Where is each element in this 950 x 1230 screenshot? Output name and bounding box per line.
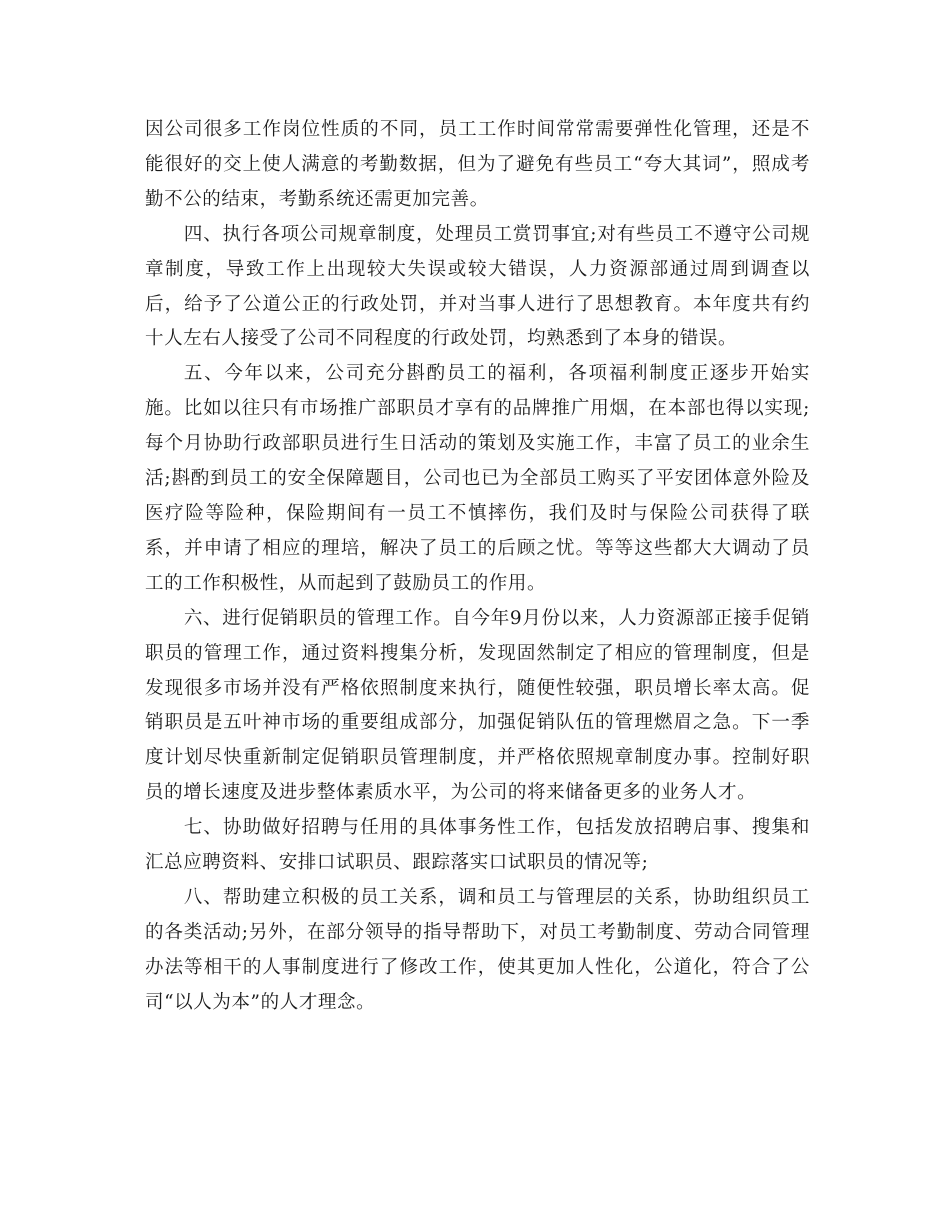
paragraph-item-7: 七、协助做好招聘与任用的具体事务性工作，包括发放招聘启事、搜集和汇总应聘资料、安排口试职员、跟踪落实口试职员的情况等; (145, 817, 810, 874)
paragraph-continuation: 因公司很多工作岗位性质的不同，员工工作时间常常需要弹性化管理，还是不能很好的交上使人满意的考勤数据，但为了避免有些员工“夸大其词”，照成考勤不公的结束，考勤系统还需更加完善。 (145, 119, 810, 210)
paragraph-item-4: 四、执行各项公司规章制度，处理员工赏罚事宜;对有些员工不遵守公司规章制度，导致工作上出现较大失误或较大错误，人力资源部通过周到调查以后，给予了公道公正的行政处罚，并对当事人进行了思想教育。本年度共有约十人左右人接受了公司不同程度的行政处罚，均熟悉到了本身的错误。 (145, 223, 810, 350)
paragraph-item-6: 六、进行促销职员的管理工作。自今年9月份以来，人力资源部正接手促销职员的管理工作，通过资料搜集分析，发现固然制定了相应的管理制度，但是发现很多市场并没有严格依照制度来执行，随便性较强，职员增长率太高。促销职员是五叶神市场的重要组成部分，加强促销队伍的管理燃眉之急。下一季度计划尽快重新制定促销职员管理制度，并严格依照规章制度办事。控制好职员的增长速度及进步整体素质水平，为公司的将来储备更多的业务人才。 (145, 607, 810, 804)
document-body (145, 113, 810, 1021)
paragraph-item-5: 五、今年以来，公司充分斟酌员工的福利，各项福利制度正逐步开始实施。比如以往只有市场推广部职员才享有的品牌推广用烟，在本部也得以实现;每个月协助行政部职员进行生日活动的策划及实施工作，丰富了员工的业余生活;斟酌到员工的安全保障题目，公司也已为全部员工购买了平安团体意外险及医疗险等险种，保险期间有一员工不慎摔伤，我们及时与保险公司获得了联系，并申请了相应的理培，解决了员工的后顾之忧。等等这些都大大调动了员工的工作积极性，从而起到了鼓励员工的作用。 (145, 363, 810, 594)
paragraph-item-8: 八、帮助建立积极的员工关系，调和员工与管理层的关系，协助组织员工的各类活动;另外，在部分领导的指导帮助下，对员工考勤制度、劳动合同管理办法等相干的人事制度进行了修改工作，使其更加人性化，公道化，符合了公司“以人为本”的人才理念。 (145, 886, 810, 1013)
